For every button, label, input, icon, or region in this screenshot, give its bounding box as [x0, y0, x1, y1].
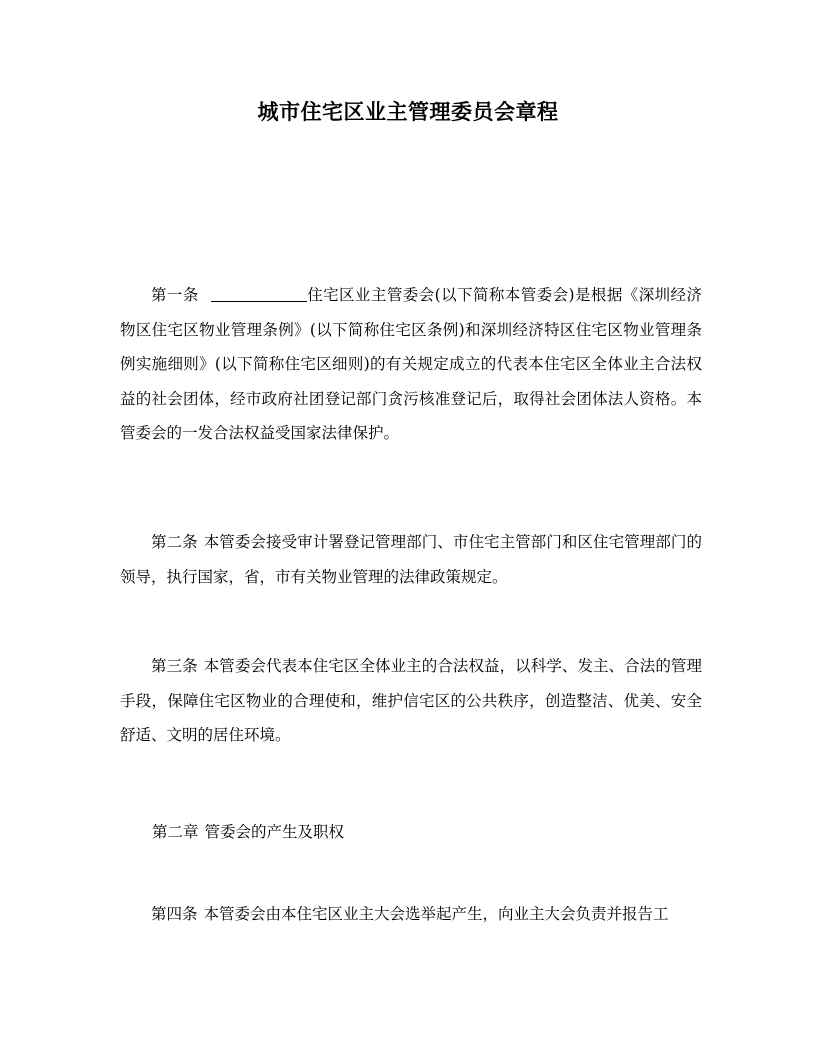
- chapter-2-label: 第二章: [152, 823, 199, 841]
- article-1: [120, 278, 702, 451]
- article-3-text: 本管委会代表本住宅区全体业主的合法权益，以科学、发主、合法的管理手段，保障住宅区物业的合理使和，维护信宅区的公共秩序，创造整洁、优美、安全舒适、文明的居住环境。: [120, 657, 702, 744]
- article-3: [120, 649, 702, 753]
- article-4: [120, 897, 702, 932]
- document-title: 城市住宅区业主管理委员会章程: [257, 99, 559, 124]
- chapter-2-heading: [152, 815, 344, 850]
- chapter-2-text: 管委会的产生及职权: [204, 823, 345, 841]
- article-3-label: 第三条: [151, 657, 198, 675]
- article-1-text: 住宅区业主管委会(以下简称本管委会)是根据《深圳经济物区住宅区物业管理条例》(以下简称住宅区条例)和深圳经济特区住宅区物业管理条例实施细则》(以下简称住宅区细则)的有关规定成立的代表本住宅区全体业主合法权益的社会团体，经市政府社团登记部门贪污核准登记后，取得社会团体法人资格。本管委会的一发合法权益受国家法律保护。: [120, 286, 702, 442]
- article-2-label: 第二条: [151, 533, 198, 551]
- article-2-text: 本管委会接受审计署登记管理部门、市住宅主管部门和区住宅管理部门的领导，执行国家，省，市有关物业管理的法律政策规定。: [120, 533, 702, 586]
- article-4-text: 本管委会由本住宅区业主大会选举起产生，向业主大会负责并报告工: [203, 905, 669, 923]
- article-1-label: 第一条: [151, 286, 199, 304]
- article-2: [120, 525, 702, 594]
- article-4-label: 第四条: [151, 905, 198, 923]
- fill-in-blank: [211, 285, 307, 302]
